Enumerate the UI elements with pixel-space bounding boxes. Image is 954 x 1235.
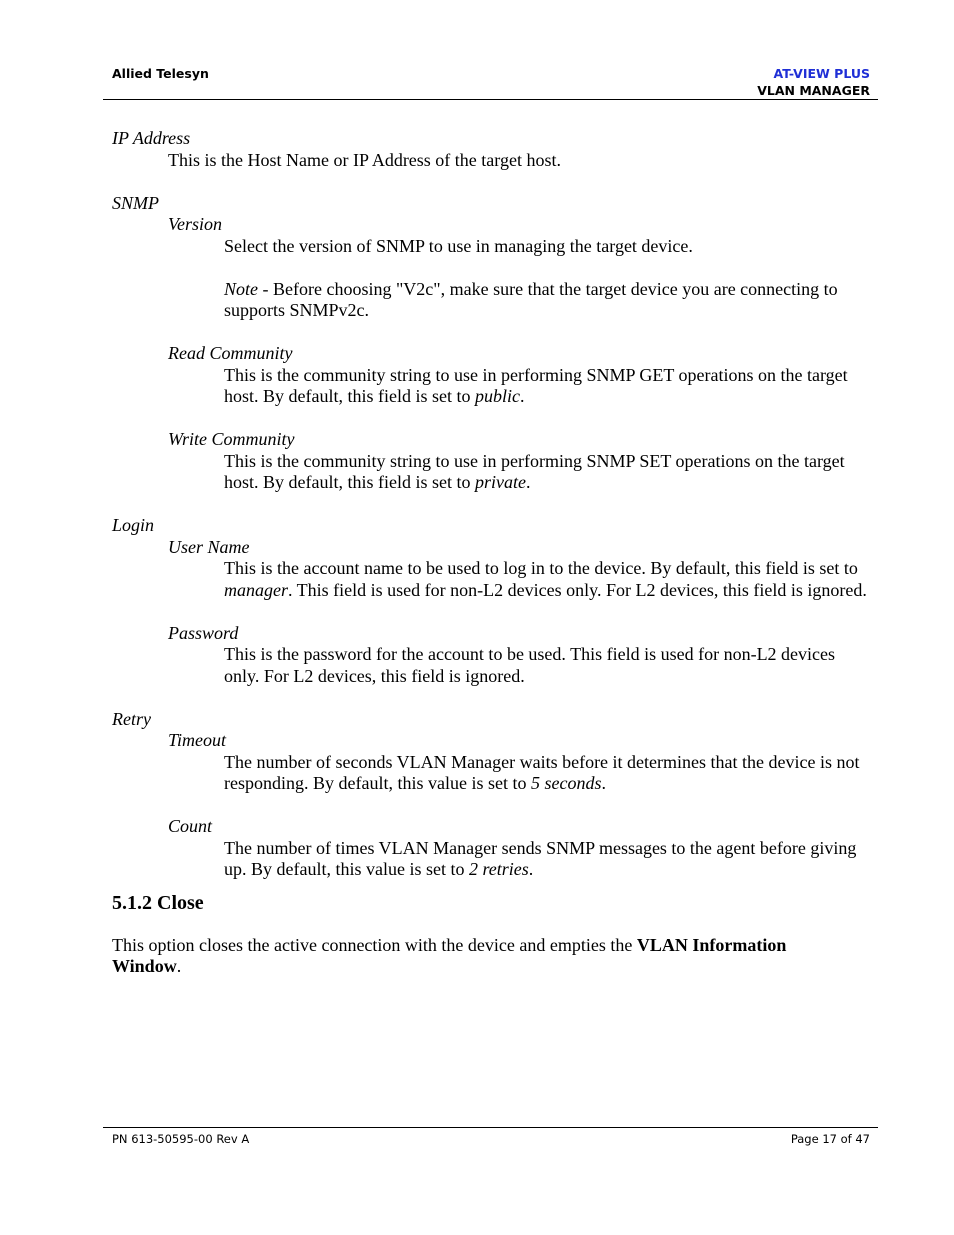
write-community-desc: This is the community string to use in performing SNMP SET operations on the target host. By default, this field is set to private. xyxy=(224,450,845,492)
count-desc: The number of times VLAN Manager sends SNMP messages to the agent before giving up. By default, this value is set to 2 retries. xyxy=(224,837,857,879)
footer-page-number: Page 17 of 47 xyxy=(790,1132,870,1146)
user-name-default: manager xyxy=(224,579,288,600)
version-desc: Select the version of SNMP to use in managing the target device. xyxy=(224,235,693,256)
write-community-title: Write Community xyxy=(168,429,295,449)
password-title: Password xyxy=(168,622,239,643)
user-name-desc: This is the account name to be used to log in to the device. By default, this field is set to manager. This field is used for non-L2 devices only. For L2 devices, this field is ignored. xyxy=(224,558,867,600)
login-title: Login xyxy=(112,515,155,535)
version-note xyxy=(224,279,869,322)
timeout-default: 5 seconds xyxy=(530,773,602,793)
footer-part-number: PN 613-50595-00 Rev A xyxy=(112,1132,250,1146)
timeout-title: Timeout xyxy=(168,730,227,750)
timeout-desc: The number of seconds VLAN Manager waits before it determines that the device is not responding. By default, this value is set to 5 seconds. xyxy=(224,751,860,793)
retry-title: Retry xyxy=(112,708,151,729)
read-community-title: Read Community xyxy=(168,343,293,363)
ip-address-title: IP Address xyxy=(112,128,191,148)
version-title: Version xyxy=(168,214,222,234)
footer-rule xyxy=(103,1127,878,1128)
header-module: VLAN MANAGER xyxy=(757,83,870,98)
header-company: Allied Telesyn xyxy=(112,66,209,81)
header-rule xyxy=(103,99,878,100)
count-default: 2 retries xyxy=(468,859,529,879)
user-name-title: User Name xyxy=(168,536,250,557)
page-content xyxy=(112,128,872,978)
close-section-heading: 5.1.2 Close xyxy=(112,891,204,914)
read-community-desc: This is the community string to use in performing SNMP GET operations on the target host. By default, this field is set to public. xyxy=(224,364,848,406)
write-community-default: private xyxy=(474,472,526,492)
snmp-title: SNMP xyxy=(112,192,159,213)
password-desc: This is the password for the account to be used. This field is used for non-L2 devices only. For L2 devices, this field is ignored. xyxy=(224,644,836,686)
vlan-info-window-ref: VLAN Information Window xyxy=(112,934,787,976)
ip-address-desc: This is the Host Name or IP Address of the target host. xyxy=(168,149,561,170)
header-product: AT-VIEW PLUS xyxy=(773,66,870,81)
read-community-default: public xyxy=(474,386,520,406)
note-text: - Before choosing "V2c", make sure that the target device you are connecting to supports SNMPv2c. xyxy=(224,278,838,320)
close-section-text: This option closes the active connection with the device and empties the VLAN Information Window. xyxy=(112,934,787,976)
note-label: Note xyxy=(224,278,258,299)
count-title: Count xyxy=(168,816,213,836)
